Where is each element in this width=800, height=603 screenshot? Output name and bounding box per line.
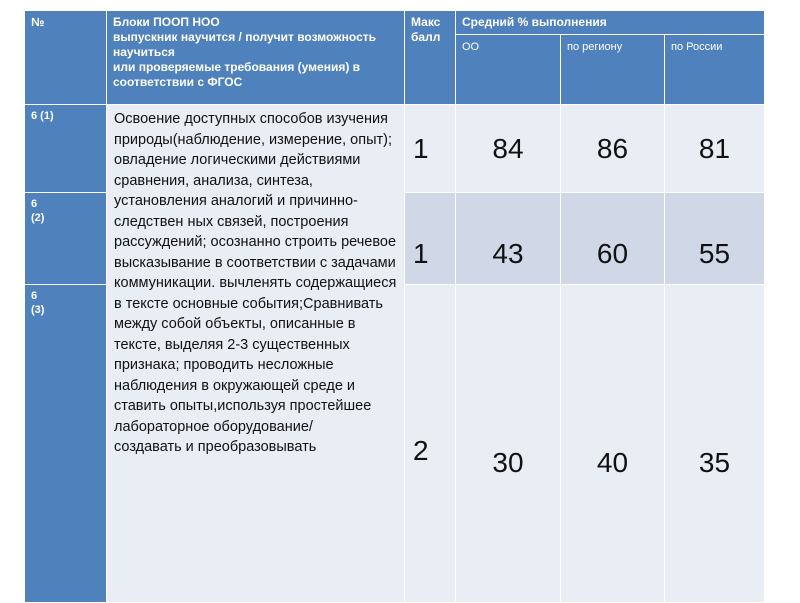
- school-percent: 43: [456, 193, 561, 285]
- school-percent: 84: [456, 105, 561, 193]
- skills-description: Освоение доступных способов изучения природы(наблюдение, измерение, опыт); овладение логическими действиями сравнения, анализа, синтеза, установления аналогий и причинно-следствен ных связей, построения рассуждений; осознанно строить речевое высказывание в соответствии с задачами коммуникации. вычленять содержащиеся в тексте основные события;Сравнивать между собой объекты, описанные в тексте, выделяя 2-3 существенных признака; проводить несложные наблюдения в окружающей среде и ставить опыты,используя простейшее лабораторное оборудование/ создавать и преобразовывать: [107, 105, 405, 603]
- school-percent: 30: [456, 285, 561, 603]
- header-school: ОО: [456, 35, 561, 105]
- task-number: 6 (1): [25, 105, 107, 193]
- max-score: 1: [405, 193, 456, 285]
- task-number: 6 (3): [25, 285, 107, 603]
- russia-percent: 55: [665, 193, 765, 285]
- header-average: Средний % выполнения: [456, 11, 765, 35]
- max-score: 2: [405, 285, 456, 603]
- task-number: 6 (2): [25, 193, 107, 285]
- region-percent: 86: [561, 105, 665, 193]
- header-max-score: Макс балл: [405, 11, 456, 105]
- region-percent: 40: [561, 285, 665, 603]
- russia-percent: 81: [665, 105, 765, 193]
- header-row: [25, 11, 765, 35]
- russia-percent: 35: [665, 285, 765, 603]
- header-blocks: Блоки ПООП НОО выпускник научится / получит возможность научиться или проверяемые требования (умения) в соответствии с ФГОС: [107, 11, 405, 105]
- table-row: [25, 105, 765, 193]
- header-number: №: [25, 11, 107, 105]
- region-percent: 60: [561, 193, 665, 285]
- results-table: [24, 10, 765, 603]
- max-score: 1: [405, 105, 456, 193]
- header-russia: по России: [665, 35, 765, 105]
- header-region: по региону: [561, 35, 665, 105]
